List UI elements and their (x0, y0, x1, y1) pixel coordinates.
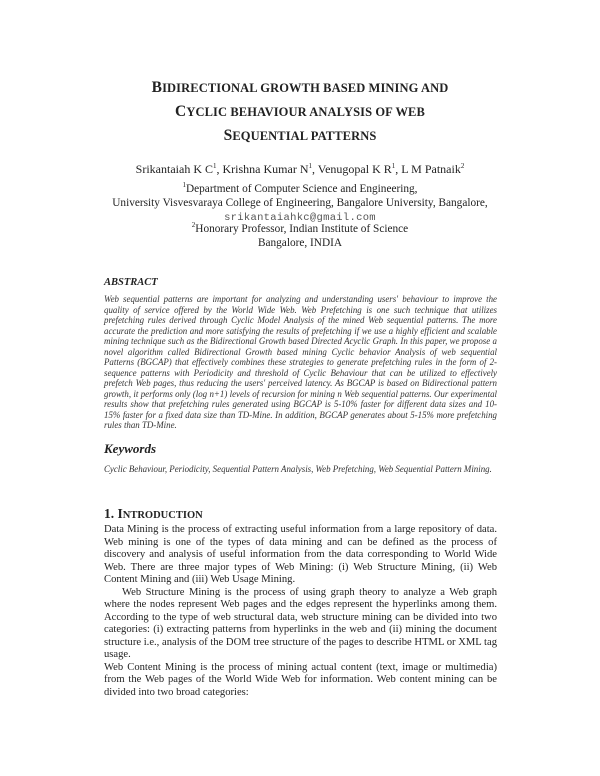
author-email: srikantaiahkc@gmail.com (224, 212, 376, 224)
introduction-heading: 1. INTRODUCTION (104, 506, 203, 521)
affiliation-2-place: Bangalore, INDIA (257, 237, 343, 249)
paper-title-line-2: CYCLIC BEHAVIOUR ANALYSIS OF WEB (175, 103, 425, 120)
abstract-heading: ABSTRACT (104, 277, 158, 288)
paper-title-line-1: BIDIRECTIONAL GROWTH BASED MINING AND (151, 79, 449, 96)
intro-paragraph-2: Web Structure Mining is the process of using graph theory to analyze a Web graph where the nodes represent Web pages and the edges represent the hyperlinks among them. According to the type of web structural data, web structure mining can be divided into two categories: (i) extracting patterns from hyperlinks in the web and (ii) mining the document structure i.e., analysis of the DOM tree structure of the pages to describe HTML or XML tag usage. (104, 586, 497, 660)
keywords-heading: Keywords (104, 441, 156, 456)
abstract-text: Web sequential patterns are important for analyzing and understanding users' behaviour to improve the quality of service offered by the World Wide Web. Web Prefetching is one such technique that utilizes prefetching rules derived through Cyclic Model Analysis of the mined Web sequential patterns. The more accurate the prediction and more satisfying the results of prefetching if we use a highly efficient and scalable mining technique such as the Bidirectional Growth based Directed Acyclic Graph. In this paper, we propose a novel algorithm called Bidirectional Growth based mining Cyclic behavior Analysis of web sequential Patterns (BGCAP) that effectively combines these strategies to generate prefetching rules in the form of 2-sequence patterns with Periodicity and threshold of Cyclic Behaviour that can be utilized to effectively prefetch Web pages, thus reducing the users' perceived latency. As BGCAP is based on Bidirectional pattern growth, it performs only (log n+1) levels of recursion for mining n Web sequential patterns. Our experimental results show that prefetching rules generated using BGCAP is 5-10% faster for different data sizes and 10-15% faster for a fixed data size than TD-Mine. In addition, BGCAP generates about 5-15% more prefetching rules than TD-Mine. (104, 294, 497, 430)
intro-paragraph-1: Data Mining is the process of extracting useful information from a large repository of data. Web mining is one of the types of data mining and can be defined as the process of discovery and analysis of useful information from the data corresponding to World Wide Web. There are three major types of Web Mining: (i) Web Structure Mining, (ii) Web Content Mining and (iii) Web Usage Mining. (104, 524, 497, 585)
paper-title-line-3: SEQUENTIAL PATTERNS (223, 127, 377, 144)
introduction-body (104, 524, 497, 699)
affiliation-2: $^2$Honorary Professor, Indian Institute of Science (191, 221, 409, 235)
affiliation-1-institution: University Visvesvaraya College of Engineering, Bangalore University, Bangalore, (112, 197, 488, 209)
affiliation-1: $^1$Department of Computer Science and Engineering, (182, 181, 418, 195)
keywords-text: Cyclic Behaviour, Periodicity, Sequential Pattern Analysis, Web Prefetching, Web Sequential Pattern Mining. (104, 464, 492, 474)
author-list: Srikantaiah K $C^1$, Krishna Kumar $N^1$, Venugopal K $R^1$, L M Patnaik$^2$ (135, 162, 465, 176)
intro-paragraph-3: Web Content Mining is the process of mining actual content (text, image or multimedia) from the Web pages of the World Wide Web for information. Web content mining can be divided into two broad categories: (104, 661, 497, 698)
